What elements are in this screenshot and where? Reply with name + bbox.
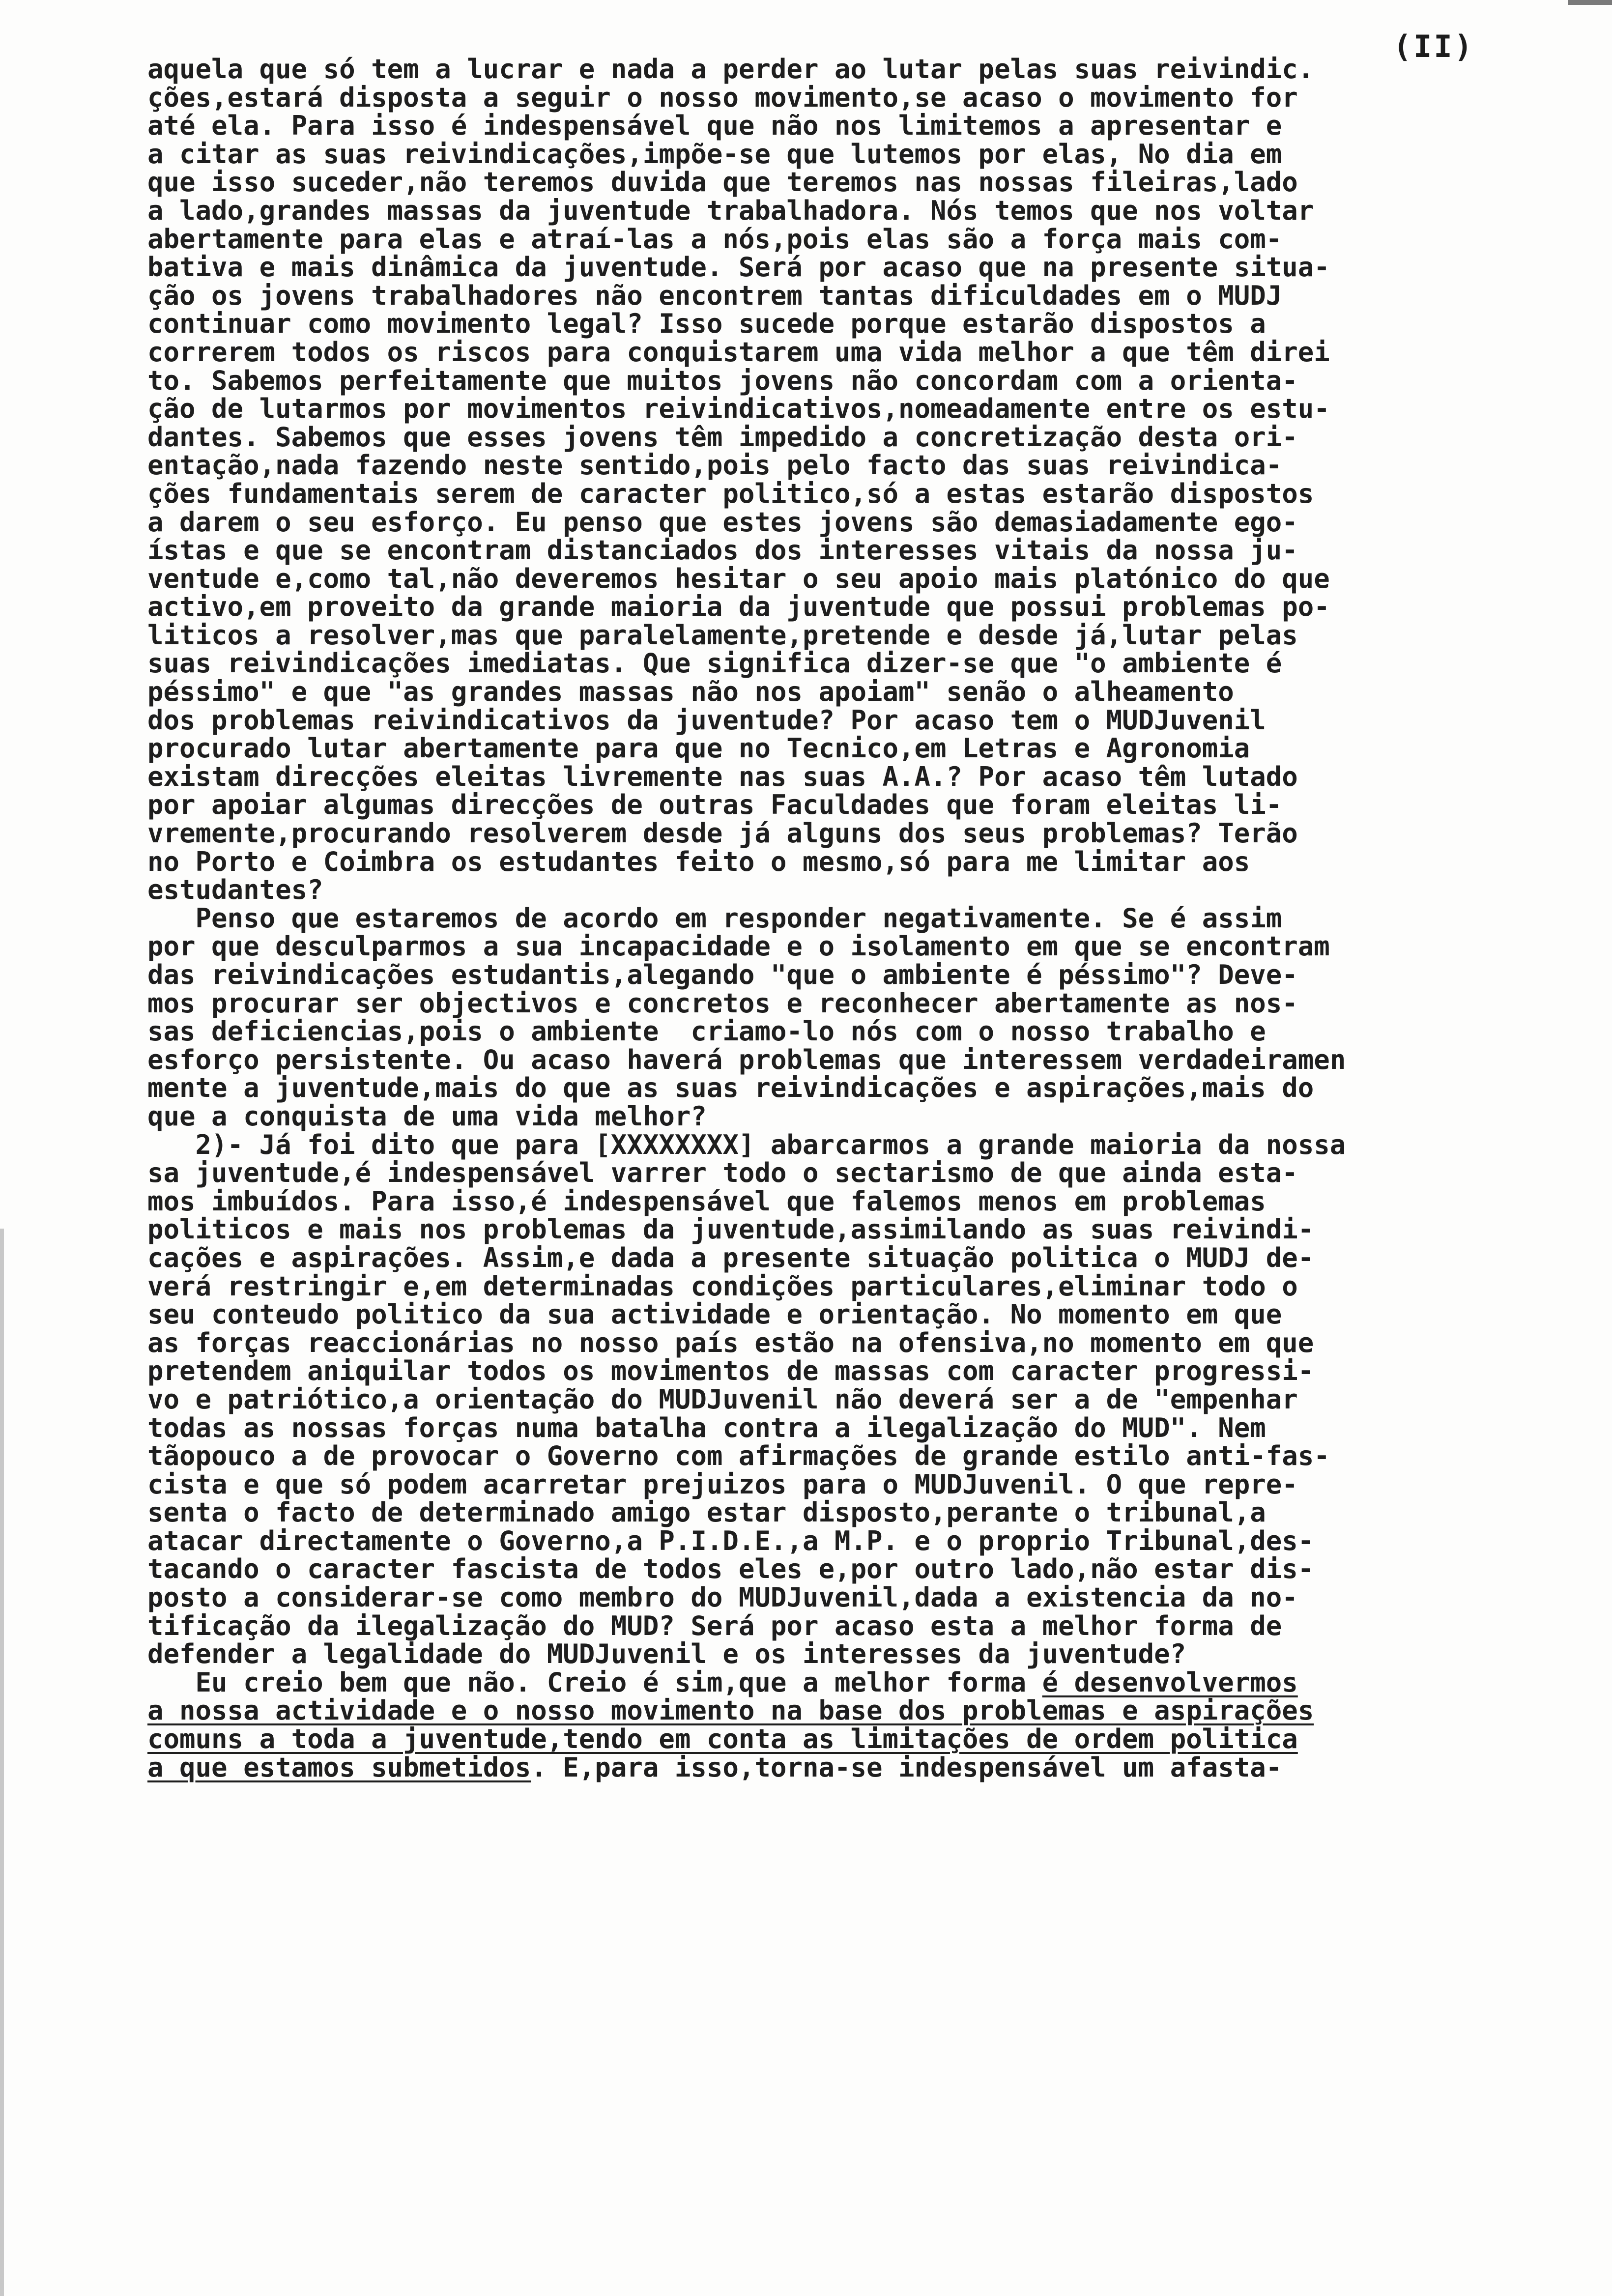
text-line: ventude e,como tal,não deveremos hesitar o seu apoio mais platónico do que bbox=[147, 563, 1330, 594]
text-line: cista e que só podem acarretar prejuizos para o MUDJuvenil. O que repre- bbox=[147, 1468, 1298, 1500]
text-line: pretendem aniquilar todos os movimentos de massas com caracter progressi- bbox=[147, 1355, 1314, 1387]
text-line: ístas e que se encontram distanciados dos interesses vitais da nossa ju- bbox=[147, 535, 1298, 566]
text-line: a citar as suas reivindicações,impõe-se que lutemos por elas, No dia em bbox=[147, 138, 1282, 170]
text-line: tãopouco a de provocar o Governo com afirmações de grande estilo anti-fas- bbox=[147, 1440, 1330, 1472]
text-line: por apoiar algumas direcções de outras Faculdades que foram eleitas li- bbox=[147, 789, 1282, 821]
text-line: seu conteudo politico da sua actividade e orientação. No momento em que bbox=[147, 1299, 1282, 1330]
text-line: bativa e mais dinâmica da juventude. Será por acaso que na presente situa- bbox=[147, 252, 1330, 283]
text-line: comuns a toda a juventude,tendo em conta as limitações de ordem politica bbox=[147, 1723, 1298, 1755]
text-line: sas deficiencias,pois o ambiente criamo-lo nós com o nosso trabalho e bbox=[147, 1016, 1266, 1047]
text-line: politicos e mais nos problemas da juventude,assimilando as suas reivindi- bbox=[147, 1214, 1314, 1245]
text-line: activo,em proveito da grande maioria da juventude que possui problemas po- bbox=[147, 591, 1330, 623]
text-line: estudantes? bbox=[147, 874, 323, 906]
text-line: procurado lutar abertamente para que no Tecnico,em Letras e Agronomia bbox=[147, 733, 1250, 764]
text-line: todas as nossas forças numa batalha contra a ilegalização do MUD". Nem bbox=[147, 1412, 1266, 1443]
typewritten-body bbox=[147, 55, 1602, 1781]
text-line: cações e aspirações. Assim,e dada a presente situação politica o MUDJ de- bbox=[147, 1242, 1314, 1273]
text-line: continuar como movimento legal? Isso sucede porque estarão dispostos a bbox=[147, 308, 1266, 340]
text-line: a nossa actividade e o nosso movimento na base dos problemas e aspirações bbox=[147, 1695, 1314, 1726]
text-line: as forças reaccionárias no nosso país estão na ofensiva,no momento em que bbox=[147, 1327, 1314, 1358]
text-line: aquela que só tem a lucrar e nada a perder ao lutar pelas suas reivindic. bbox=[147, 54, 1314, 85]
text-line: por que desculparmos a sua incapacidade e o isolamento em que se encontram bbox=[147, 931, 1330, 962]
text-line: no Porto e Coimbra os estudantes feito o mesmo,só para me limitar aos bbox=[147, 846, 1250, 877]
text-line: entação,nada fazendo neste sentido,pois pelo facto das suas reivindica- bbox=[147, 450, 1282, 481]
text-line: abertamente para elas e atraí-las a nós,pois elas são a força mais com- bbox=[147, 223, 1282, 255]
text-line: que isso suceder,não teremos duvida que teremos nas nossas fileiras,lado bbox=[147, 167, 1298, 198]
text-line: defender a legalidade do MUDJuvenil e os interesses da juventude? bbox=[147, 1638, 1186, 1670]
text-line: ção de lutarmos por movimentos reivindicativos,nomeadamente entre os estu- bbox=[147, 393, 1330, 425]
text-line: que a conquista de uma vida melhor? bbox=[147, 1100, 707, 1132]
text-line: liticos a resolver,mas que paralelamente,pretende e desde já,lutar pelas bbox=[147, 619, 1298, 651]
page-number: (II) bbox=[1393, 29, 1474, 64]
text-line: to. Sabemos perfeitamente que muitos jovens não concordam com a orienta- bbox=[147, 365, 1298, 396]
text-line: senta o facto de determinado amigo estar disposto,perante o tribunal,a bbox=[147, 1497, 1266, 1528]
text-line: até ela. Para isso é indespensável que não nos limitemos a apresentar e bbox=[147, 110, 1282, 142]
text-line: verá restringir e,em determinadas condições particulares,eliminar todo o bbox=[147, 1270, 1298, 1302]
text-line: vo e patriótico,a orientação do MUDJuvenil não deverá ser a de "empenhar bbox=[147, 1383, 1298, 1415]
scan-edge-left bbox=[0, 1229, 4, 2296]
text-line: vremente,procurando resolverem desde já alguns dos seus problemas? Terão bbox=[147, 818, 1298, 849]
text-line: a que estamos submetidos. E,para isso,torna-se indespensável um afasta- bbox=[147, 1751, 1282, 1783]
text-line: Penso que estaremos de acordo em responder negativamente. Se é assim bbox=[147, 902, 1282, 934]
text-line: esforço persistente. Ou acaso haverá problemas que interessem verdadeiramen bbox=[147, 1044, 1346, 1075]
text-line: tificação da ilegalização do MUD? Será por acaso esta a melhor forma de bbox=[147, 1610, 1282, 1641]
text-line: dos problemas reivindicativos da juventude? Por acaso tem o MUDJuvenil bbox=[147, 704, 1266, 736]
text-line: péssimo" e que "as grandes massas não nos apoiam" senão o alheamento bbox=[147, 676, 1234, 708]
text-line: dantes. Sabemos que esses jovens têm impedido a concretização desta ori- bbox=[147, 421, 1298, 453]
text-line: das reivindicações estudantis,alegando "que o ambiente é péssimo"? Deve- bbox=[147, 959, 1298, 990]
text-line: suas reivindicações imediatas. Que significa dizer-se que "o ambiente é bbox=[147, 648, 1282, 679]
text-line: posto a considerar-se como membro do MUDJuvenil,dada a existencia da no- bbox=[147, 1582, 1298, 1613]
text-line: sa juventude,é indespensável varrer todo o sectarismo de que ainda esta- bbox=[147, 1157, 1298, 1189]
text-line: ções fundamentais serem de caracter politico,só a estas estarão dispostos bbox=[147, 478, 1314, 509]
text-line: ções,estará disposta a seguir o nosso movimento,se acaso o movimento for bbox=[147, 82, 1298, 113]
text-line: 2)- Já foi dito que para [XXXXXXXX] abarcarmos a grande maioria da nossa bbox=[147, 1129, 1346, 1160]
text-line: existam direcções eleitas livremente nas suas A.A.? Por acaso têm lutado bbox=[147, 761, 1298, 792]
text-line: tacando o caracter fascista de todos eles e,por outro lado,não estar dis- bbox=[147, 1553, 1314, 1585]
text-line: a darem o seu esforço. Eu penso que estes jovens são demasiadamente ego- bbox=[147, 506, 1298, 538]
text-line: mos procurar ser objectivos e concretos e reconhecer abertamente as nos- bbox=[147, 987, 1298, 1019]
text-line: a lado,grandes massas da juventude trabalhadora. Nós temos que nos voltar bbox=[147, 195, 1314, 226]
scan-edge-top bbox=[1568, 0, 1612, 5]
text-line: ção os jovens trabalhadores não encontrem tantas dificuldades em o MUDJ bbox=[147, 280, 1282, 311]
text-line: atacar directamente o Governo,a P.I.D.E.,a M.P. e o proprio Tribunal,des- bbox=[147, 1525, 1314, 1556]
text-line: correrem todos os riscos para conquistarem uma vida melhor a que têm direi bbox=[147, 336, 1330, 368]
text-line: mos imbuídos. Para isso,é indespensável que falemos menos em problemas bbox=[147, 1185, 1266, 1217]
text-line: Eu creio bem que não. Creio é sim,que a melhor forma é desenvolvermos bbox=[147, 1666, 1298, 1698]
text-line: mente a juventude,mais do que as suas reivindicações e aspirações,mais do bbox=[147, 1072, 1314, 1104]
